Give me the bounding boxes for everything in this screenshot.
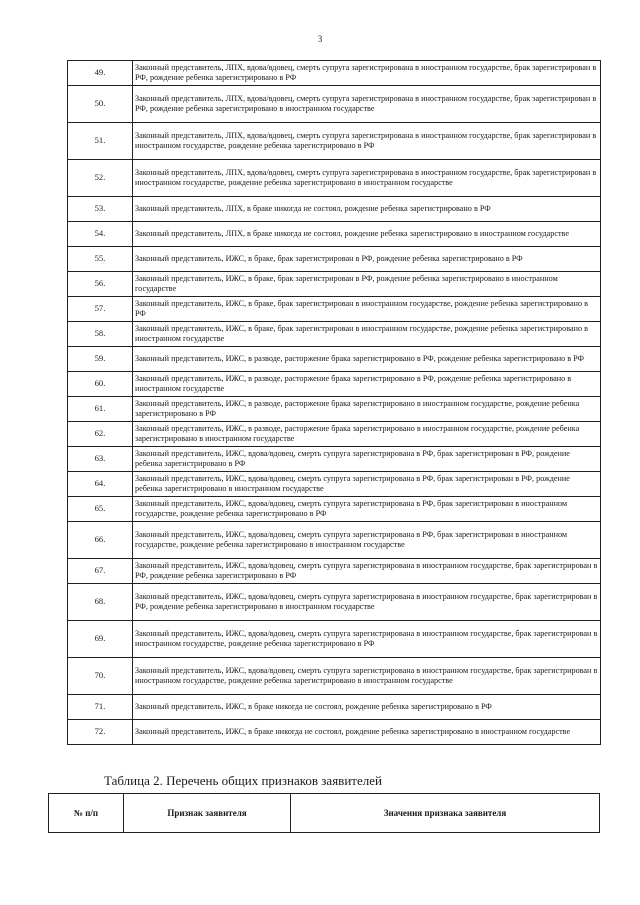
- row-number: 50.: [68, 86, 133, 123]
- row-description: Законный представитель, ИЖС, в браке, брак зарегистрирован в иностранном государстве, рождение ребенка зарегистрировано в иностранном государстве: [133, 322, 601, 347]
- row-description: Законный представитель, ИЖС, в браке, брак зарегистрирован в РФ, рождение ребенка зарегистрировано в иностранном государстве: [133, 272, 601, 297]
- table-row: [68, 372, 601, 397]
- row-number: 59.: [68, 347, 133, 372]
- row-description: Законный представитель, ИЖС, вдова/вдовец, смерть супруга зарегистрирована в иностранном государстве, брак зарегистрирован в РФ, рождение ребенка зарегистрировано в РФ: [133, 559, 601, 584]
- table-row: [68, 422, 601, 447]
- row-description: Законный представитель, ЛПХ, вдова/вдовец, смерть супруга зарегистрирована в иностранном государстве, брак зарегистрирован в иностранном государстве, рождение ребенка зарегистрировано в РФ: [133, 123, 601, 160]
- row-description: Законный представитель, ИЖС, в разводе, расторжение брака зарегистрировано в РФ, рождение ребенка зарегистрировано в РФ: [133, 347, 601, 372]
- row-description: Законный представитель, ИЖС, вдова/вдовец, смерть супруга зарегистрирована в иностранном государстве, брак зарегистрирован в РФ, рождение ребенка зарегистрировано в иностранном государстве: [133, 584, 601, 621]
- common-features-header-row: [49, 794, 600, 833]
- row-number: 72.: [68, 720, 133, 745]
- header-number: № п/п: [49, 794, 124, 833]
- table-row: [68, 472, 601, 497]
- row-number: 52.: [68, 160, 133, 197]
- table-row: [68, 197, 601, 222]
- row-number: 57.: [68, 297, 133, 322]
- table-row: [68, 559, 601, 584]
- row-number: 69.: [68, 621, 133, 658]
- row-number: 68.: [68, 584, 133, 621]
- table-row: [68, 322, 601, 347]
- table-row: [68, 123, 601, 160]
- row-number: 62.: [68, 422, 133, 447]
- row-number: 54.: [68, 222, 133, 247]
- row-description: Законный представитель, ИЖС, в браке никогда не состоял, рождение ребенка зарегистрировано в РФ: [133, 695, 601, 720]
- table-row: [68, 222, 601, 247]
- row-number: 56.: [68, 272, 133, 297]
- row-number: 58.: [68, 322, 133, 347]
- table-row: [68, 447, 601, 472]
- table-row: [68, 347, 601, 372]
- row-description: Законный представитель, ИЖС, вдова/вдовец, смерть супруга зарегистрирована в РФ, брак зарегистрирован в РФ, рождение ребенка зарегистрировано в РФ: [133, 447, 601, 472]
- header-feature-values: Значения признака заявителя: [291, 794, 600, 833]
- row-description: Законный представитель, ИЖС, вдова/вдовец, смерть супруга зарегистрирована в иностранном государстве, брак зарегистрирован в иностранном государстве, рождение ребенка зарегистрировано в иностранном государстве: [133, 658, 601, 695]
- row-number: 64.: [68, 472, 133, 497]
- row-number: 60.: [68, 372, 133, 397]
- row-description: Законный представитель, ИЖС, вдова/вдовец, смерть супруга зарегистрирована в иностранном государстве, брак зарегистрирован в иностранном государстве, рождение ребенка зарегистрировано в РФ: [133, 621, 601, 658]
- row-description: Законный представитель, ИЖС, в браке, брак зарегистрирован в РФ, рождение ребенка зарегистрировано в РФ: [133, 247, 601, 272]
- row-description: Законный представитель, ИЖС, в разводе, расторжение брака зарегистрировано в РФ, рождение ребенка зарегистрировано в иностранном государстве: [133, 372, 601, 397]
- row-number: 53.: [68, 197, 133, 222]
- table-row: [68, 621, 601, 658]
- row-description: Законный представитель, ИЖС, в разводе, расторжение брака зарегистрировано в иностранном государстве, рождение ребенка зарегистрировано в РФ: [133, 397, 601, 422]
- row-description: Законный представитель, ЛПХ, вдова/вдовец, смерть супруга зарегистрирована в иностранном государстве, брак зарегистрирован в иностранном государстве, рождение ребенка зарегистрировано в иностранном государстве: [133, 160, 601, 197]
- table-row: [68, 695, 601, 720]
- row-description: Законный представитель, ИЖС, вдова/вдовец, смерть супруга зарегистрирована в РФ, брак зарегистрирован в РФ, рождение ребенка зарегистрировано в иностранном государстве: [133, 472, 601, 497]
- row-description: Законный представитель, ИЖС, в браке никогда не состоял, рождение ребенка зарегистрировано в иностранном государстве: [133, 720, 601, 745]
- table-row: [68, 272, 601, 297]
- row-number: 51.: [68, 123, 133, 160]
- row-number: 63.: [68, 447, 133, 472]
- row-number: 67.: [68, 559, 133, 584]
- table-row: [68, 584, 601, 621]
- common-features-table: [48, 793, 600, 833]
- applicant-variants-table: [67, 60, 601, 745]
- row-number: 55.: [68, 247, 133, 272]
- applicant-variants-table-body: [68, 61, 601, 745]
- table-row: [68, 522, 601, 559]
- table-row: [68, 658, 601, 695]
- row-number: 66.: [68, 522, 133, 559]
- row-description: Законный представитель, ЛПХ, вдова/вдовец, смерть супруга зарегистрирована в иностранном государстве, брак зарегистрирован в РФ, рождение ребенка зарегистрировано в иностранном государстве: [133, 86, 601, 123]
- table-row: [68, 720, 601, 745]
- row-number: 49.: [68, 61, 133, 86]
- row-description: Законный представитель, ИЖС, в разводе, расторжение брака зарегистрировано в иностранном государстве, рождение ребенка зарегистрировано в иностранном государстве: [133, 422, 601, 447]
- table2-title: Таблица 2. Перечень общих признаков заявителей: [104, 773, 382, 788]
- row-description: Законный представитель, ЛПХ, вдова/вдовец, смерть супруга зарегистрирована в иностранном государстве, брак зарегистрирован в РФ, рождение ребенка зарегистрировано в РФ: [133, 61, 601, 86]
- row-description: Законный представитель, ИЖС, вдова/вдовец, смерть супруга зарегистрирована в РФ, брак зарегистрирован в иностранном государстве, рождение ребенка зарегистрировано в иностранном государстве: [133, 522, 601, 559]
- row-number: 61.: [68, 397, 133, 422]
- table-row: [68, 160, 601, 197]
- row-description: Законный представитель, ИЖС, в браке, брак зарегистрирован в иностранном государстве, рождение ребенка зарегистрировано в РФ: [133, 297, 601, 322]
- row-description: Законный представитель, ЛПХ, в браке никогда не состоял, рождение ребенка зарегистрировано в РФ: [133, 197, 601, 222]
- row-number: 70.: [68, 658, 133, 695]
- row-number: 65.: [68, 497, 133, 522]
- table-row: [68, 247, 601, 272]
- row-description: Законный представитель, ЛПХ, в браке никогда не состоял, рождение ребенка зарегистрировано в иностранном государстве: [133, 222, 601, 247]
- table-row: [68, 397, 601, 422]
- row-number: 71.: [68, 695, 133, 720]
- table-row: [68, 61, 601, 86]
- row-description: Законный представитель, ИЖС, вдова/вдовец, смерть супруга зарегистрирована в РФ, брак зарегистрирован в иностранном государстве, рождение ребенка зарегистрировано в РФ: [133, 497, 601, 522]
- table-row: [68, 86, 601, 123]
- page-number: 3: [317, 34, 323, 44]
- table-row: [68, 297, 601, 322]
- table-row: [68, 497, 601, 522]
- header-feature: Признак заявителя: [124, 794, 291, 833]
